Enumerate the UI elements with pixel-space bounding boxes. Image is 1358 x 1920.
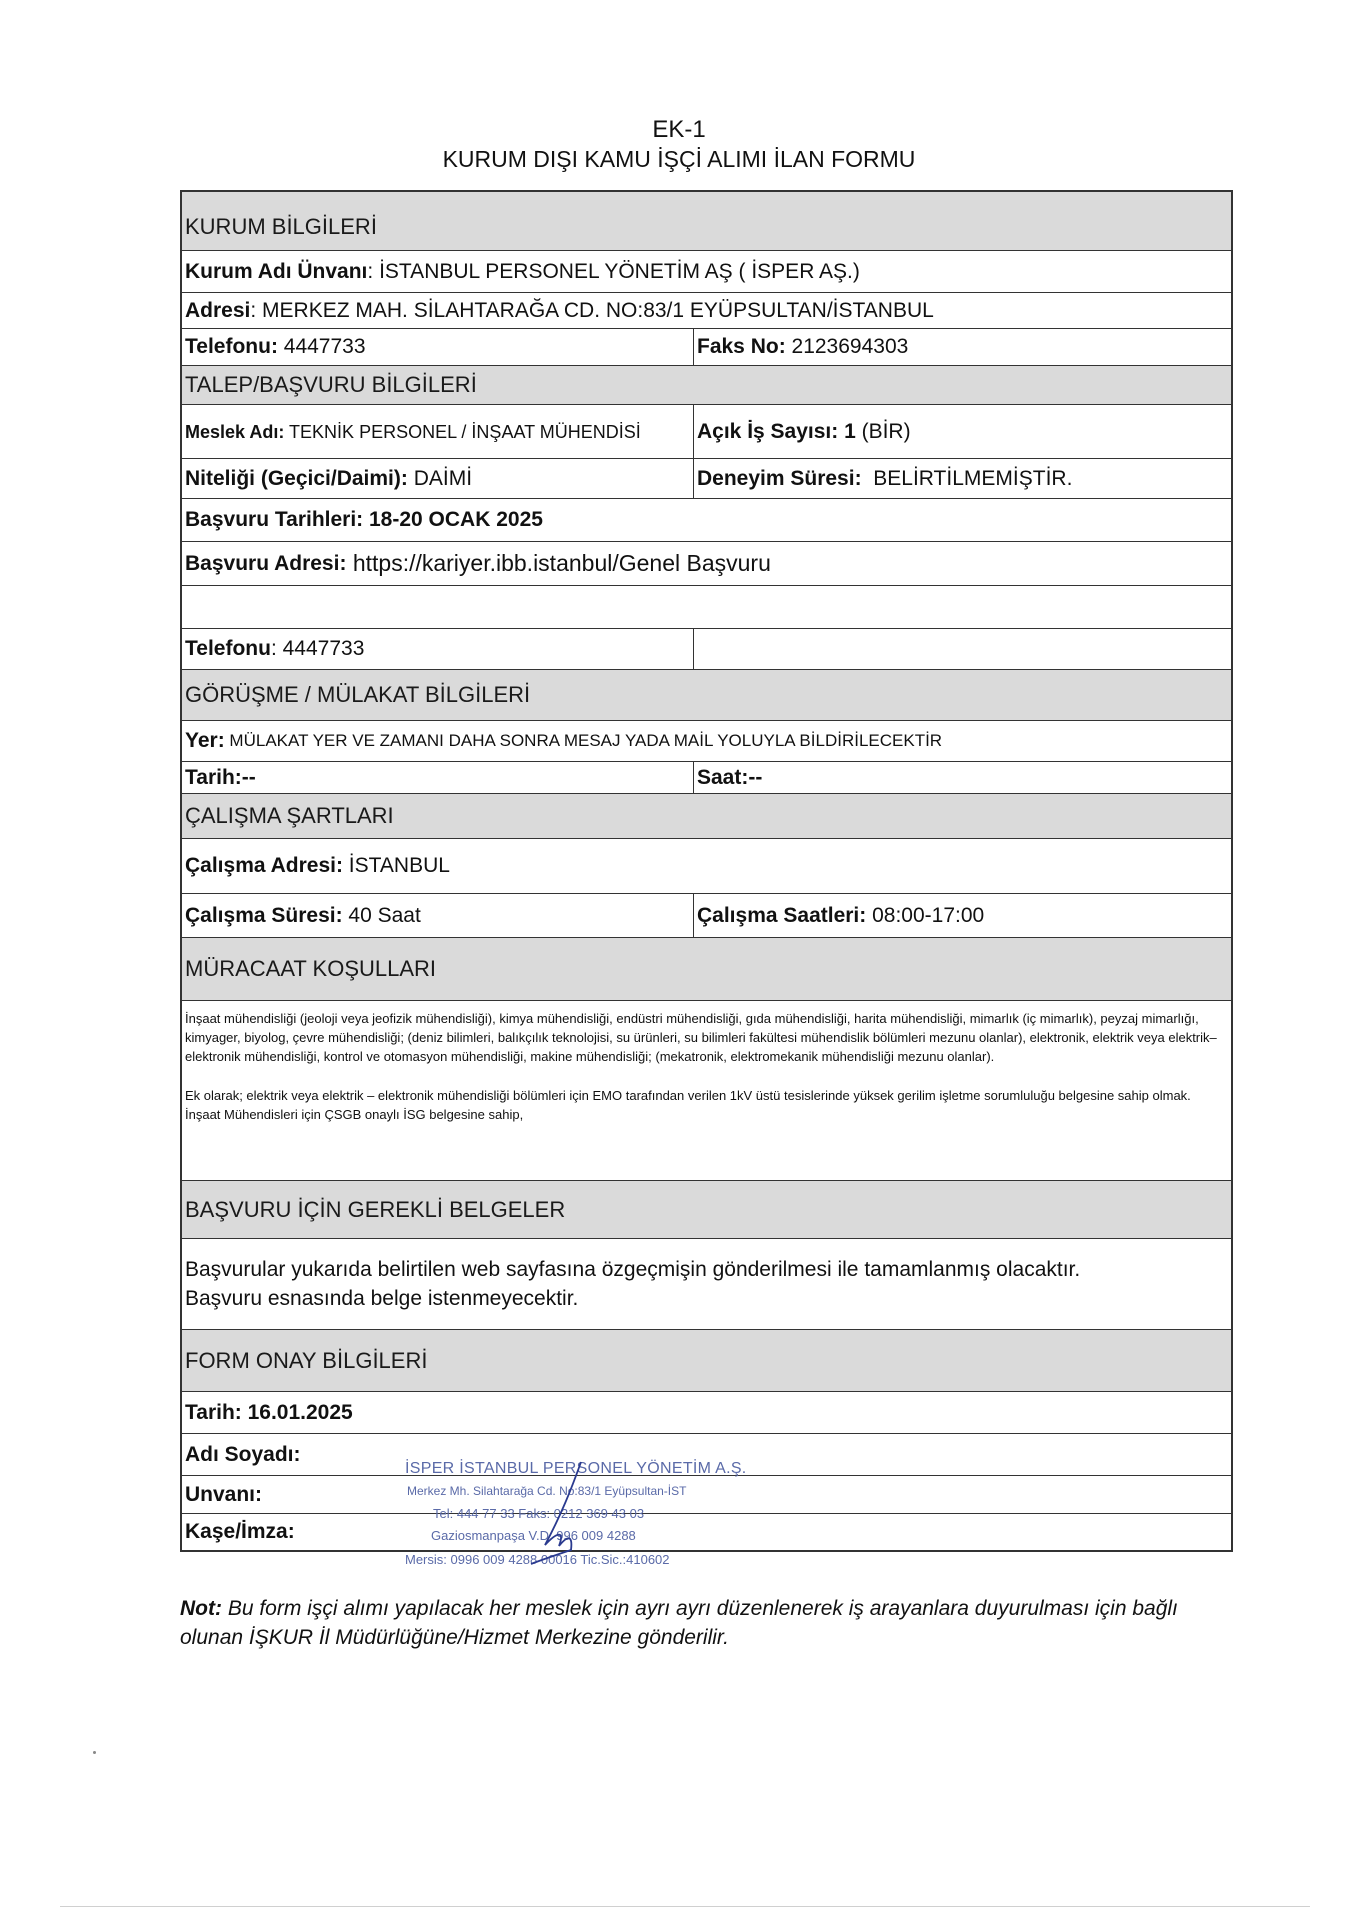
calisma-sure-row — [182, 894, 1231, 938]
note-text: Bu form işçi alımı yapılacak her meslek için ayrı ayrı düzenlenerek iş arayanlara duyurulması için bağlı olunan İŞKUR İl Müdürlüğüne/Hizmet Merkezine gönderilir. — [180, 1597, 1184, 1649]
field-value: : 4447733 — [270, 637, 365, 660]
note-label: Not: — [180, 1597, 222, 1620]
gorusme-saat: Saat:-- — [697, 765, 763, 789]
section-title: GÖRÜŞME / MÜLAKAT BİLGİLERİ — [182, 670, 1231, 720]
field-value: 2123694303 — [785, 335, 909, 358]
field-label: Deneyim Süresi: — [697, 466, 862, 490]
talep-nitelik-row — [182, 459, 1231, 499]
belgeler-line: Başvurular yukarıda belirtilen web sayfasına özgeçmişin gönderilmesi ile tamamlanmış olacaktır. — [185, 1258, 1081, 1281]
field-value: DAİMİ — [407, 466, 473, 490]
field-label: Çalışma Süresi: — [185, 903, 343, 927]
gorusme-yer — [182, 721, 1231, 761]
field-label: Açık İş Sayısı: 1 — [697, 419, 856, 443]
calisma-adres-row — [182, 839, 1231, 894]
stamp-line: Mersis: 0996 009 4288 00016 Tic.Sic.:410602 — [405, 1552, 670, 1567]
talep-deneyim — [694, 459, 1231, 498]
field-value: İSTANBUL — [342, 854, 450, 877]
talep-basvuru-adresi — [182, 542, 1231, 586]
talep-nitelik — [182, 459, 694, 498]
calisma-adresi — [182, 839, 1231, 893]
muracaat-content — [182, 1001, 1231, 1180]
stamp-line: Gaziosmanpaşa V.D. 996 009 4288 — [431, 1528, 636, 1543]
job-posting-form — [180, 190, 1233, 1552]
form-note — [180, 1594, 1240, 1652]
section-title: TALEP/BAŞVURU BİLGİLERİ — [182, 366, 1231, 404]
section-title: FORM ONAY BİLGİLERİ — [182, 1330, 1231, 1391]
belgeler-content — [182, 1239, 1231, 1329]
field-label: Kurum Adı Ünvanı — [185, 259, 368, 283]
field-label: Telefonu: — [185, 335, 278, 358]
field-label: Çalışma Saatleri: — [697, 903, 867, 927]
field-label: Niteliği (Geçici/Daimi): — [185, 466, 408, 490]
gorusme-tarih: Tarih:-- — [182, 762, 694, 793]
field-label: Çalışma Adresi: — [185, 854, 343, 877]
talep-adres-row — [182, 542, 1231, 629]
gorusme-yer-row — [182, 721, 1231, 762]
signature — [523, 1460, 593, 1570]
onay-kase-imza: Kaşe/İmza: — [185, 1520, 295, 1543]
muracaat-paragraph: İnşaat mühendisliği (jeoloji veya jeofizik mühendisliği), kimya mühendisliği, endüstri mühendisliği, gıda mühendisliği, harita mühendisliği, mimarlık (iç mimarlık), peyzaj mimarlığı, kimyager, biyolog, çevre mühendisliği; (deniz bilimleri, balıkçılık teknolojisi, su ürünleri, su bilimleri fakültesi mühendislik bölümleri mezunu olanlar), elektronik, elektrik veya elektrik–elektronik mühendisliği, kontrol ve otomasyon mühendisliği, makine mühendisliği; (mekatronik, elektromekanik mühendisliği mezunu olanlar). — [185, 1011, 1217, 1064]
kurum-fax — [694, 329, 1231, 365]
field-value: 4447733 — [277, 335, 366, 358]
stamp-line: Tel: 444 77 33 Faks: 0212 369 43 03 — [433, 1506, 645, 1521]
muracaat-paragraph: İnşaat Mühendisleri için ÇSGB onaylı İSG belgesine sahip, — [185, 1107, 524, 1122]
onay-tarih: Tarih: 16.01.2025 — [185, 1400, 353, 1424]
section-talep — [182, 366, 1231, 405]
section-title: MÜRACAAT KOŞULLARI — [182, 938, 1231, 1000]
form-title: KURUM DIŞI KAMU İŞÇİ ALIMI İLAN FORMU — [442, 146, 916, 172]
stamp-line: Merkez Mh. Silahtarağa Cd. No:83/1 Eyüpsultan-İST — [407, 1484, 687, 1498]
field-value: : İSTANBUL PERSONEL YÖNETİM AŞ ( İSPER AŞ.) — [367, 259, 860, 283]
onay-unvani: Unvanı: — [185, 1482, 263, 1506]
kurum-contact-row — [182, 329, 1231, 366]
talep-tarihleri: Başvuru Tarihleri: 18-20 OCAK 2025 — [185, 508, 543, 531]
field-label: Faks No: — [697, 335, 786, 358]
talep-tarih-row — [182, 499, 1231, 542]
talep-phone-empty — [694, 629, 1231, 669]
talep-meslek — [182, 405, 694, 458]
section-gorusme — [182, 670, 1231, 721]
scan-speck — [93, 1751, 96, 1754]
talep-acik-is — [694, 405, 1231, 458]
kurum-address — [182, 293, 1231, 328]
talep-meslek-row — [182, 405, 1231, 459]
kurum-phone — [182, 329, 694, 365]
company-stamp — [405, 1460, 747, 1580]
field-value: 40 Saat — [342, 903, 421, 927]
muracaat-content-row — [182, 1001, 1231, 1181]
section-muracaat — [182, 938, 1231, 1001]
field-label: Yer: — [185, 729, 225, 752]
kurum-name-row — [182, 251, 1231, 293]
field-label: Telefonu — [185, 637, 271, 660]
section-title: BAŞVURU İÇİN GEREKLİ BELGELER — [182, 1181, 1231, 1238]
section-calisma — [182, 794, 1231, 839]
field-value: 08:00-17:00 — [866, 903, 985, 927]
kurum-name — [182, 251, 1231, 292]
field-value: TEKNİK PERSONEL / İNŞAAT MÜHENDİSİ — [284, 421, 641, 442]
kurum-address-row — [182, 293, 1231, 329]
field-value: BELİRTİLMEMİŞTİR. — [861, 466, 1073, 490]
field-label: Adresi — [185, 298, 251, 322]
calisma-saatleri — [694, 894, 1231, 937]
section-belgeler — [182, 1181, 1231, 1239]
onay-adi-soyadi: Adı Soyadı: — [185, 1442, 301, 1466]
field-value: (BİR) — [855, 419, 911, 443]
section-title: ÇALIŞMA ŞARTLARI — [182, 794, 1231, 838]
field-label: Başvuru Adresi: — [185, 551, 347, 575]
belgeler-line: Başvuru esnasında belge istenmeyecektir. — [185, 1287, 579, 1310]
muracaat-paragraph: Ek olarak; elektrik veya elektrik – elektronik mühendisliği bölümleri için EMO tarafından verilen 1kV üstü tesislerinde yüksek gerilim işletme sorumluluğu belgesine sahip olmak. — [185, 1088, 1191, 1103]
section-onay — [182, 1330, 1231, 1392]
gorusme-tarih-row — [182, 762, 1231, 794]
field-label: Meslek Adı: — [185, 421, 285, 442]
field-value: MÜLAKAT YER VE ZAMANI DAHA SONRA MESAJ YADA MAİL YOLUYLA BİLDİRİLECEKTİR — [224, 731, 943, 750]
section-title: KURUM BİLGİLERİ — [182, 192, 1231, 250]
form-code: EK-1 — [652, 116, 706, 143]
talep-phone-row — [182, 629, 1231, 670]
stamp-line: İSPER İSTANBUL PERSONEL YÖNETİM A.Ş. — [405, 1460, 747, 1477]
scan-edge-line — [60, 1906, 1310, 1907]
field-value: : MERKEZ MAH. SİLAHTARAĞA CD. NO:83/1 EYÜPSULTAN/İSTANBUL — [250, 298, 934, 322]
calisma-suresi — [182, 894, 694, 937]
talep-phone — [182, 629, 694, 669]
belgeler-content-row — [182, 1239, 1231, 1330]
onay-tarih-row — [182, 1392, 1231, 1434]
field-value: https://kariyer.ibb.istanbul/Genel Başvuru — [346, 550, 771, 576]
section-kurum — [182, 192, 1231, 251]
